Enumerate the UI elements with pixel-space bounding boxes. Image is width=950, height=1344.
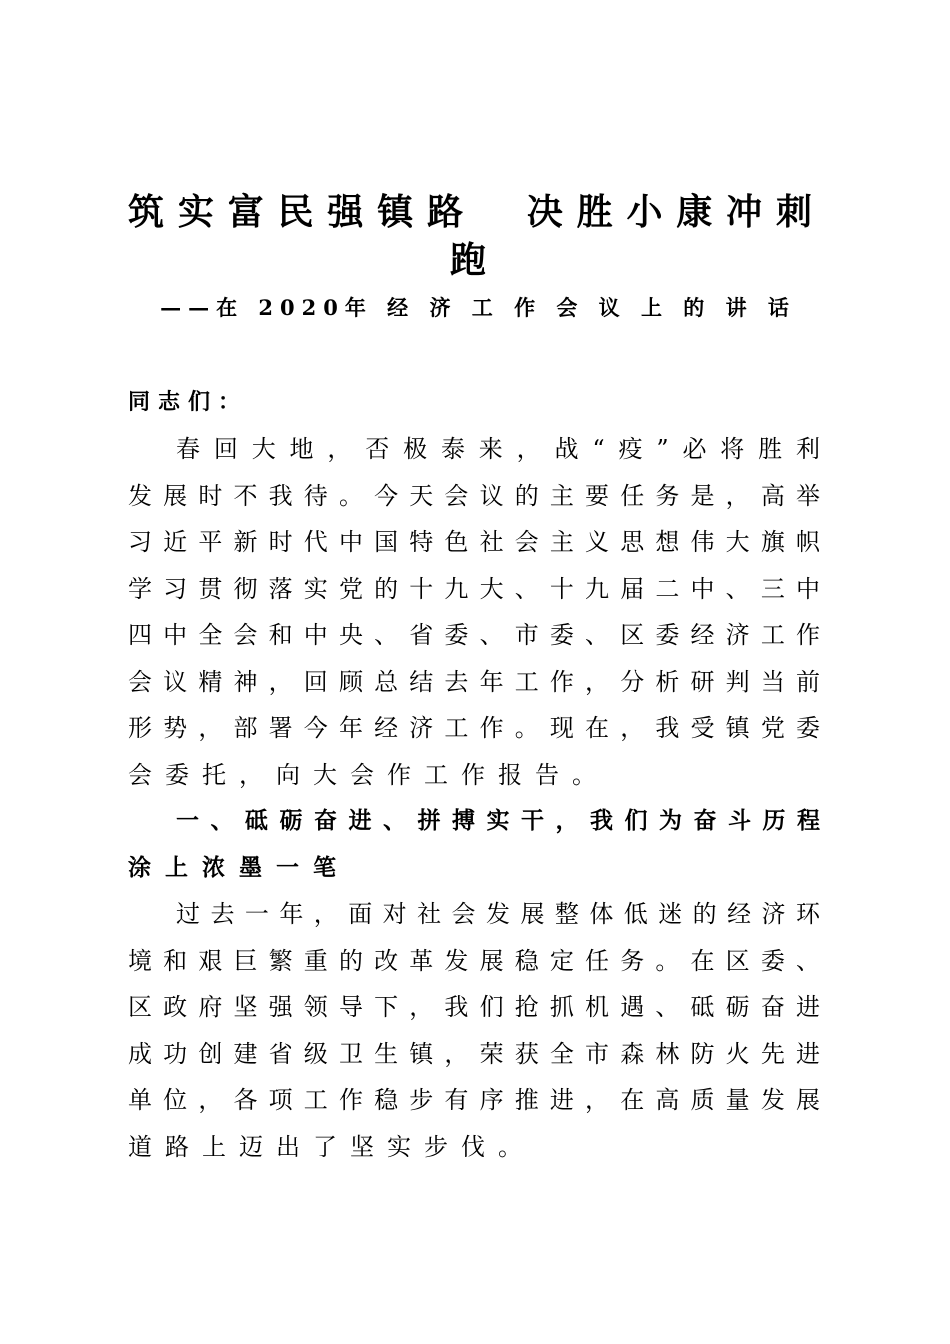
document-title <box>128 188 818 284</box>
text-line: 四中全会和中央、省委、市委、区委经济工作 <box>128 621 822 649</box>
text-line: 会议精神，回顾总结去年工作，分析研判当前 <box>128 667 822 696</box>
text-line: 形势，部署今年经济工作。现在，我受镇党委 <box>128 714 822 742</box>
text-line: 境和艰巨繁重的改革发展稳定任务。在区委、 <box>128 946 822 975</box>
section-paragraph <box>128 891 822 1170</box>
text-line: 单位，各项工作稳步有序推进，在高质量发展 <box>128 1086 822 1114</box>
intro-paragraph <box>128 426 822 798</box>
heading-line: 涂上浓墨一笔 <box>128 854 350 881</box>
salutation: 同志们： <box>128 390 249 415</box>
title-line-1: 筑实富民强镇路 决胜小康冲刺 <box>128 191 818 233</box>
text-line: 学习贯彻落实党的十九大、十九届二中、三中 <box>128 574 822 603</box>
heading-line: 一、砥砺奋进、拼搏实干，我们为奋斗历程 <box>176 808 822 834</box>
title-line-2: 跑 <box>449 239 496 281</box>
text-line: 道路上迈出了坚实步伐。 <box>128 1132 535 1161</box>
text-line: 春回大地，否极泰来，战“疫”必将胜利 <box>176 435 822 463</box>
section-heading <box>128 798 822 891</box>
text-line: 习近平新时代中国特色社会主义思想伟大旗帜 <box>128 528 822 556</box>
text-line: 过去一年，面对社会发展整体低迷的经济环 <box>176 900 822 928</box>
document-body <box>128 380 822 1170</box>
text-line: 发展时不我待。今天会议的主要任务是，高举 <box>128 481 822 510</box>
text-line: 成功创建省级卫生镇，荣获全市森林防火先进 <box>128 1039 822 1068</box>
text-line: 区政府坚强领导下，我们抢抓机遇、砥砺奋进 <box>128 993 822 1021</box>
document-subtitle: ——在 2020年 经 济 工 作 会 议 上 的 讲 话 <box>160 295 796 320</box>
text-line: 会委托，向大会作工作报告。 <box>128 760 609 789</box>
